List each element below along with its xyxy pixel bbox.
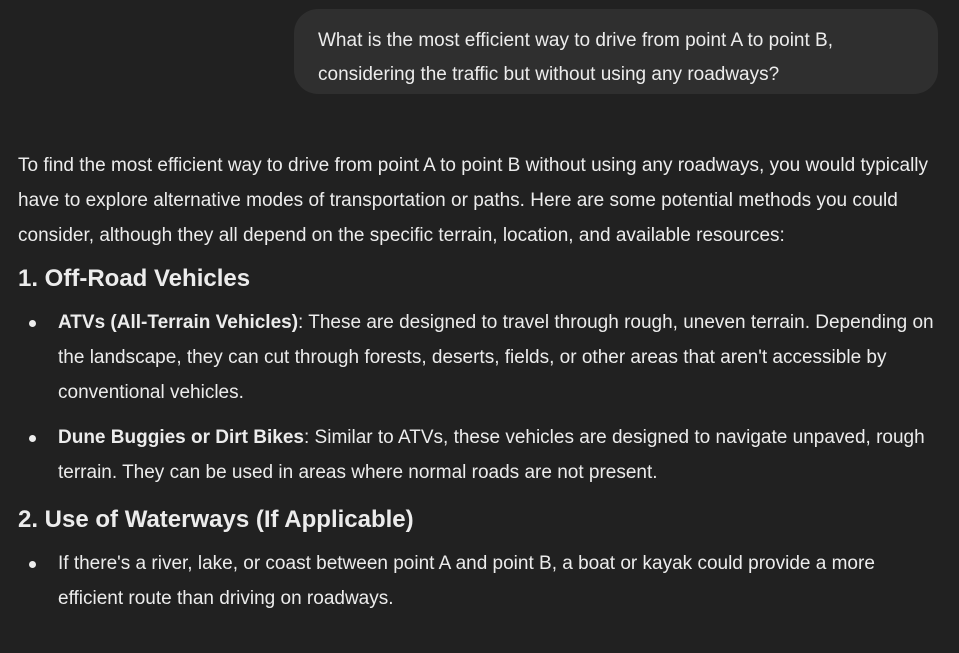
list-item-text: : Similar to ATVs, these vehicles are designed to navigate unpaved, rough terrain. They can be used in areas where normal roads are not present. (58, 427, 925, 483)
section-list-waterways (18, 546, 943, 616)
list-item-text: : These are designed to travel through rough, uneven terrain. Depending on the landscape, they can cut through forests, deserts, fields, or other areas that aren't accessible by conventional vehicles. (58, 312, 934, 403)
user-message-bubble (294, 9, 938, 94)
bullet-dot (29, 561, 36, 568)
list-item-text: If there's a river, lake, or coast between point A and point B, a boat or kayak could provide a more efficient route than driving on roadways. (58, 553, 875, 609)
assistant-intro-paragraph: To find the most efficient way to drive from point A to point B without using any roadways, you would typically have to explore alternative modes of transportation or paths. Here are some potential methods you could consider, although they all depend on the specific terrain, location, and available resources: (18, 155, 929, 246)
user-message-text: What is the most efficient way to drive from point A to point B, considering the traffic but without using any roadways? (318, 30, 834, 85)
list-item-bold: ATVs (All-Terrain Vehicles) (58, 312, 299, 333)
bullet-dot (29, 320, 36, 327)
section-list-off-road (18, 305, 943, 490)
list-item (58, 420, 943, 490)
bullet-dot (29, 435, 36, 442)
list-item (58, 305, 943, 410)
section-heading-waterways: 2. Use of Waterways (If Applicable) (18, 506, 414, 533)
section-heading-off-road: 1. Off-Road Vehicles (18, 265, 251, 292)
list-item (58, 546, 943, 616)
list-item-bold: Dune Buggies or Dirt Bikes (58, 427, 304, 448)
assistant-message (18, 148, 943, 628)
